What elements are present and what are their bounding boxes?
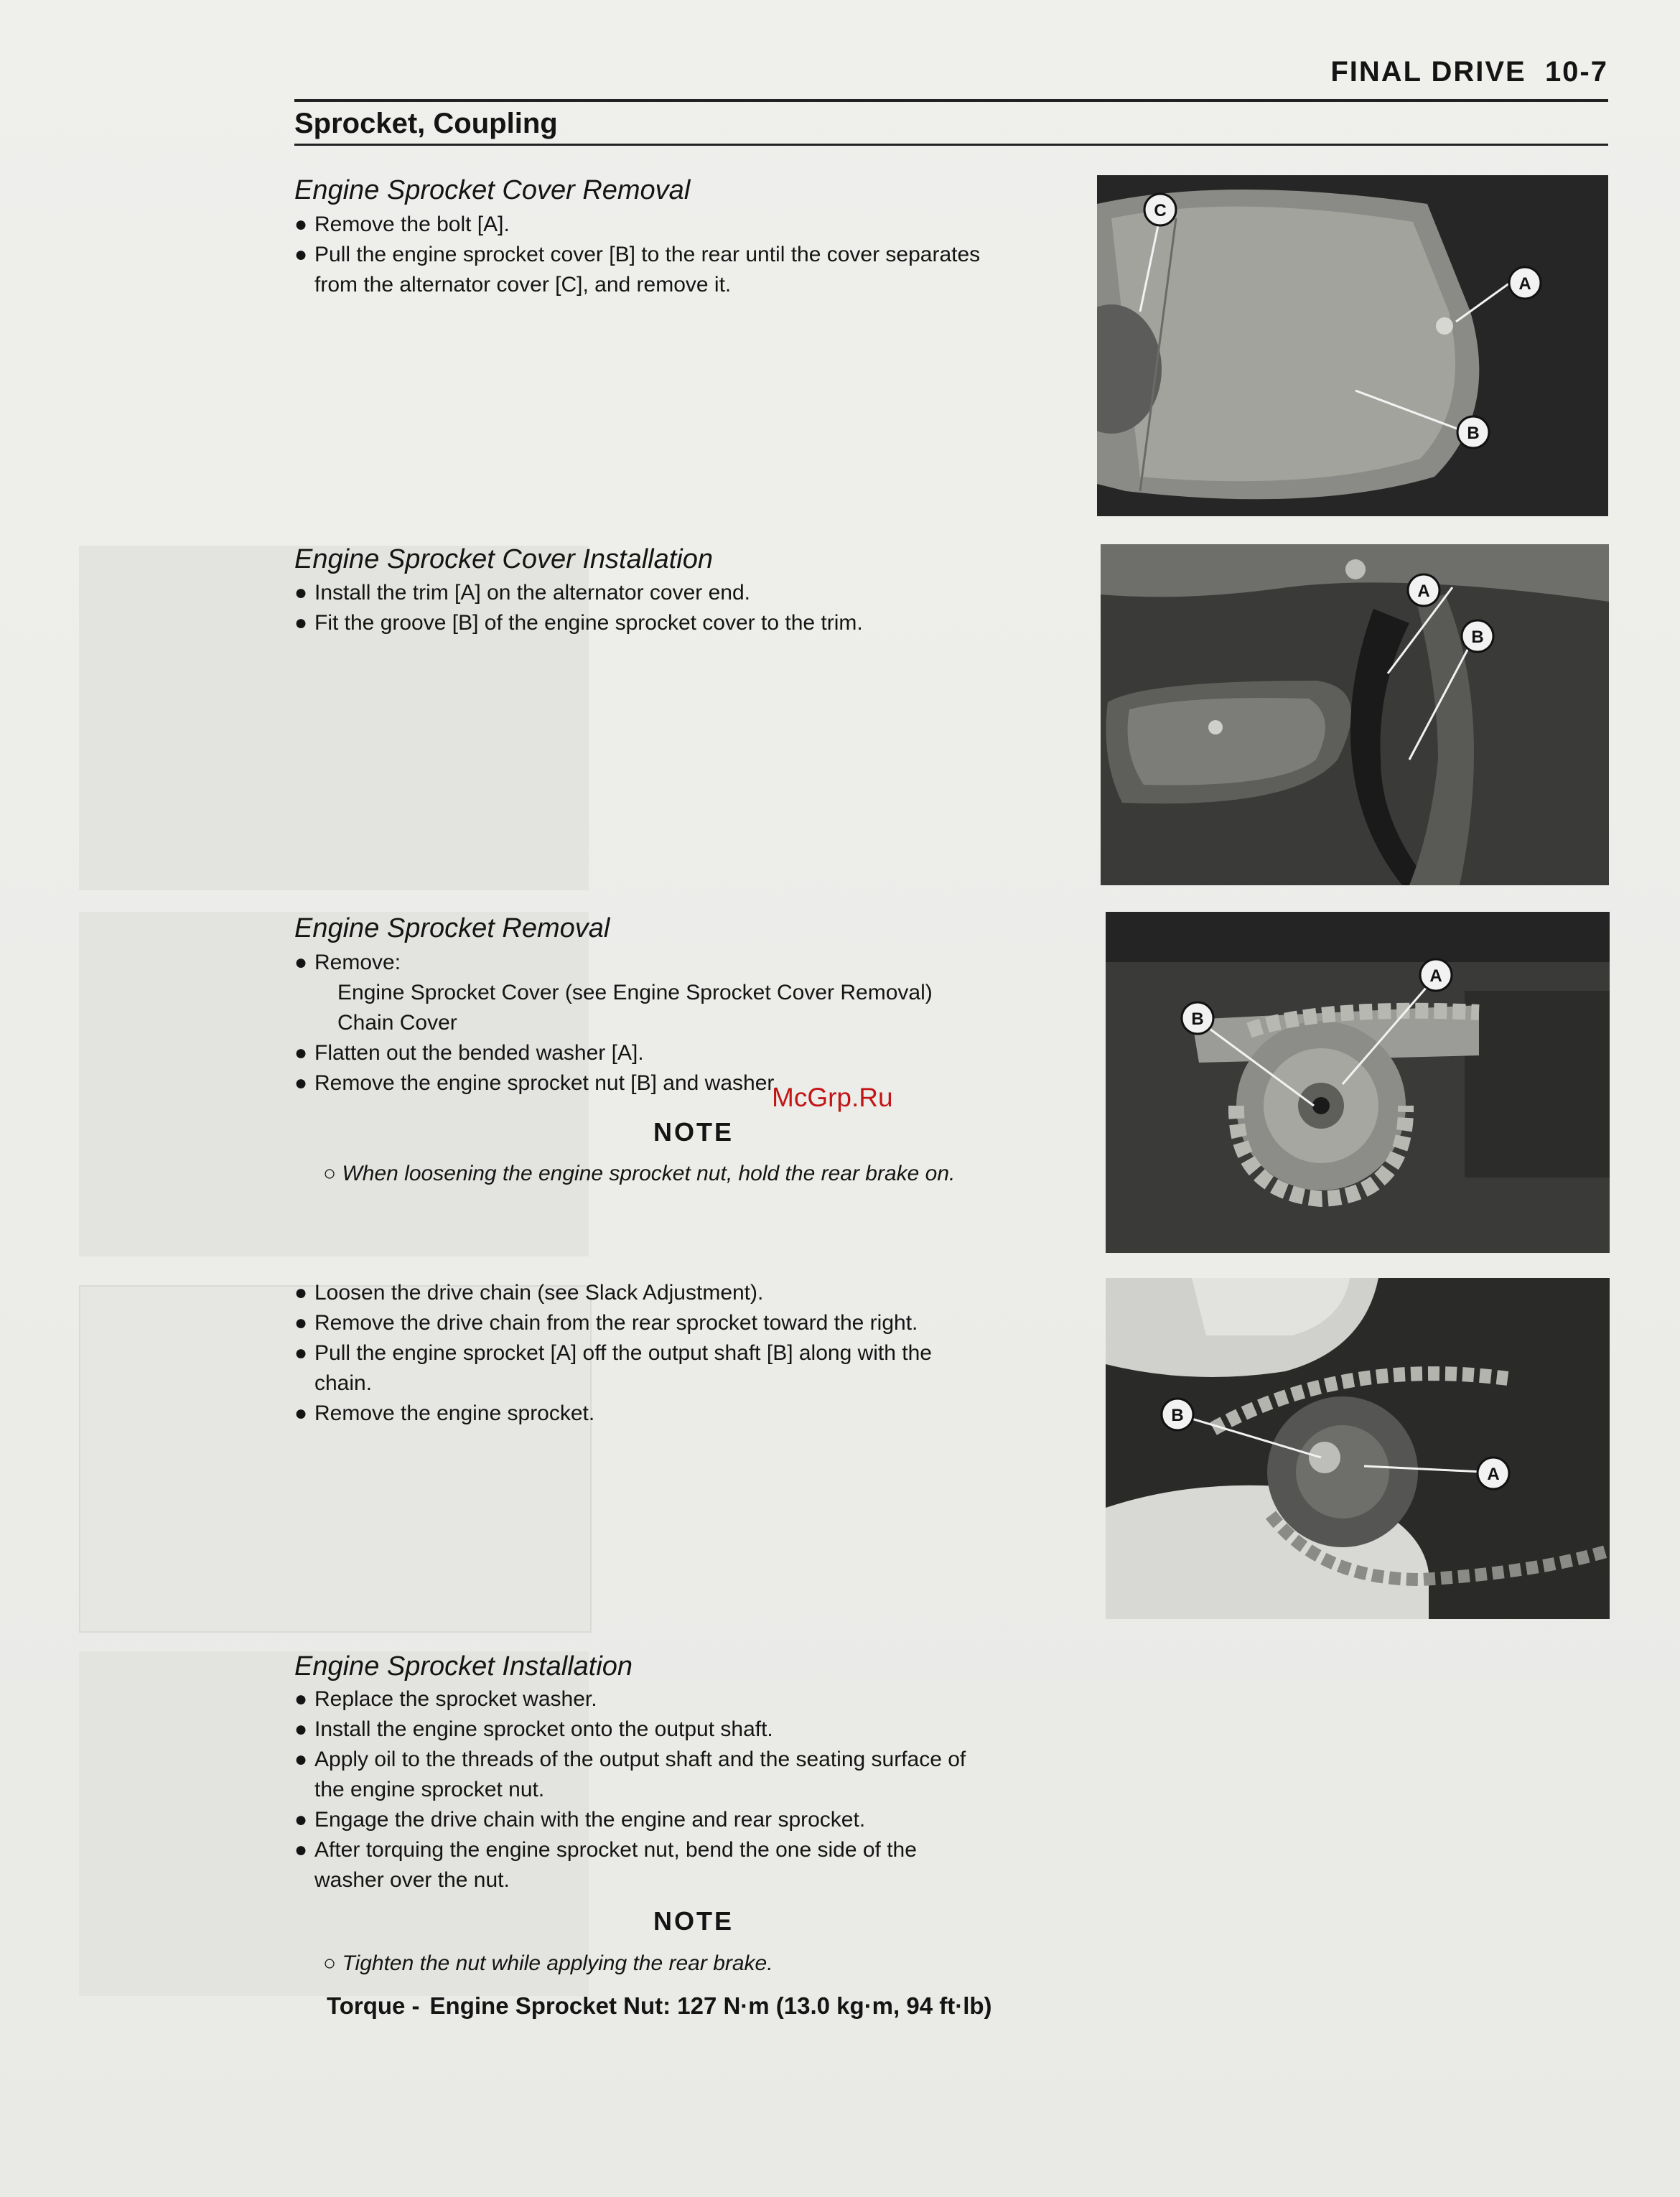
list-item: washer over the nut. (314, 1868, 510, 1892)
watermark: McGrp.Ru (772, 1083, 893, 1112)
list-subitem: Chain Cover (337, 1011, 457, 1035)
callout-c: C (1154, 201, 1167, 220)
bullet-icon: ● (294, 1808, 308, 1832)
list-item: ● Pull the engine sprocket [A] off the output shaft [B] along with the (294, 1338, 1070, 1368)
cover-removal-title: Engine Sprocket Cover Removal (294, 175, 691, 205)
bullet-icon: ● (294, 1687, 308, 1711)
section-rule (294, 144, 1608, 146)
bullet-icon: ● (294, 1341, 308, 1365)
bullet-icon: ● (294, 213, 308, 236)
list-item: ● Fit the groove [B] of the engine sprocket cover to the trim. (294, 608, 1070, 638)
torque-label: Torque - (327, 1992, 420, 2019)
list-item: ● Remove the engine sprocket nut [B] and washer. (294, 1068, 1070, 1098)
list-item: from the alternator cover [C], and remove it. (314, 273, 732, 297)
bullet-icon: ● (294, 1281, 308, 1305)
sprocket-removal-steps-2 (294, 1278, 1070, 1429)
list-subitem: Engine Sprocket Cover (see Engine Sprocket Cover Removal) (337, 981, 933, 1004)
running-header (1330, 56, 1608, 88)
bullet-icon: ● (294, 581, 308, 605)
bullet-icon: ● (294, 951, 308, 974)
section-title: Sprocket, Coupling (294, 108, 558, 139)
list-item: ● Replace the sprocket washer. (294, 1684, 1070, 1715)
list-item: ● Loosen the drive chain (see Slack Adjustment). (294, 1278, 1070, 1308)
page-number: 10-7 (1544, 56, 1608, 88)
note-text: ○ When loosening the engine sprocket nut, hold the rear brake on. (323, 1162, 956, 1185)
list-item: ● Pull the engine sprocket cover [B] to the rear until the cover separates (294, 240, 1070, 270)
header-rule (294, 99, 1608, 102)
callout-a: A (1417, 582, 1430, 601)
note-icon: ○ (323, 1162, 337, 1185)
chapter-title: FINAL DRIVE (1330, 56, 1526, 88)
callout-b: B (1171, 1406, 1184, 1425)
list-item: ● Remove: (294, 948, 1070, 978)
sprocket-removal-title: Engine Sprocket Removal (294, 913, 610, 943)
cover-installation-steps (294, 578, 1070, 638)
list-item: ● Apply oil to the threads of the output shaft and the seating surface of (294, 1745, 1070, 1775)
bullet-icon: ● (294, 1401, 308, 1425)
bullet-icon: ● (294, 1311, 308, 1335)
note-heading: NOTE (653, 1117, 734, 1147)
list-item: ● Remove the bolt [A]. (294, 210, 1070, 240)
note-icon: ○ (323, 1951, 337, 1975)
bullet-icon: ● (294, 1071, 308, 1095)
callout-a: A (1429, 966, 1442, 986)
list-item: ● After torquing the engine sprocket nut, bend the one side of the (294, 1835, 1070, 1865)
list-item: ● Install the trim [A] on the alternator cover end. (294, 578, 1070, 608)
bullet-icon: ● (294, 611, 308, 635)
list-item: chain. (314, 1371, 373, 1395)
bullet-icon: ● (294, 243, 308, 266)
callout-a: A (1518, 274, 1531, 294)
note-heading: NOTE (653, 1906, 734, 1936)
list-item: ● Engage the drive chain with the engine and rear sprocket. (294, 1805, 1070, 1835)
list-item: ● Remove the engine sprocket. (294, 1399, 1070, 1429)
bullet-icon: ● (294, 1838, 308, 1862)
photo-sprocket-nut (1106, 912, 1610, 1253)
callout-b: B (1471, 628, 1484, 647)
list-item: the engine sprocket nut. (314, 1778, 545, 1801)
torque-value: Engine Sprocket Nut: 127 N·m (13.0 kg·m, 94 ft·lb) (429, 1992, 992, 2019)
bullet-icon: ● (294, 1717, 308, 1741)
callout-b: B (1467, 424, 1480, 443)
photo-sprocket-cover (1097, 175, 1608, 516)
photo-sprocket-pull (1106, 1278, 1610, 1619)
callout-b: B (1191, 1009, 1204, 1029)
bullet-icon: ● (294, 1041, 308, 1065)
cover-removal-steps (294, 210, 1070, 300)
list-item: ● Flatten out the bended washer [A]. (294, 1038, 1070, 1068)
list-item: ● Remove the drive chain from the rear sprocket toward the right. (294, 1308, 1070, 1338)
callout-a: A (1487, 1465, 1500, 1484)
cover-installation-title: Engine Sprocket Cover Installation (294, 544, 713, 574)
sprocket-installation-title: Engine Sprocket Installation (294, 1651, 633, 1681)
sprocket-removal-steps (294, 948, 1070, 1098)
bullet-icon: ● (294, 1748, 308, 1771)
sprocket-installation-steps (294, 1684, 1070, 1895)
photo-cover-trim (1101, 544, 1609, 885)
note-text: ○ Tighten the nut while applying the rear brake. (323, 1951, 773, 1975)
list-item: ● Install the engine sprocket onto the output shaft. (294, 1715, 1070, 1745)
torque-spec (327, 1992, 1002, 2020)
